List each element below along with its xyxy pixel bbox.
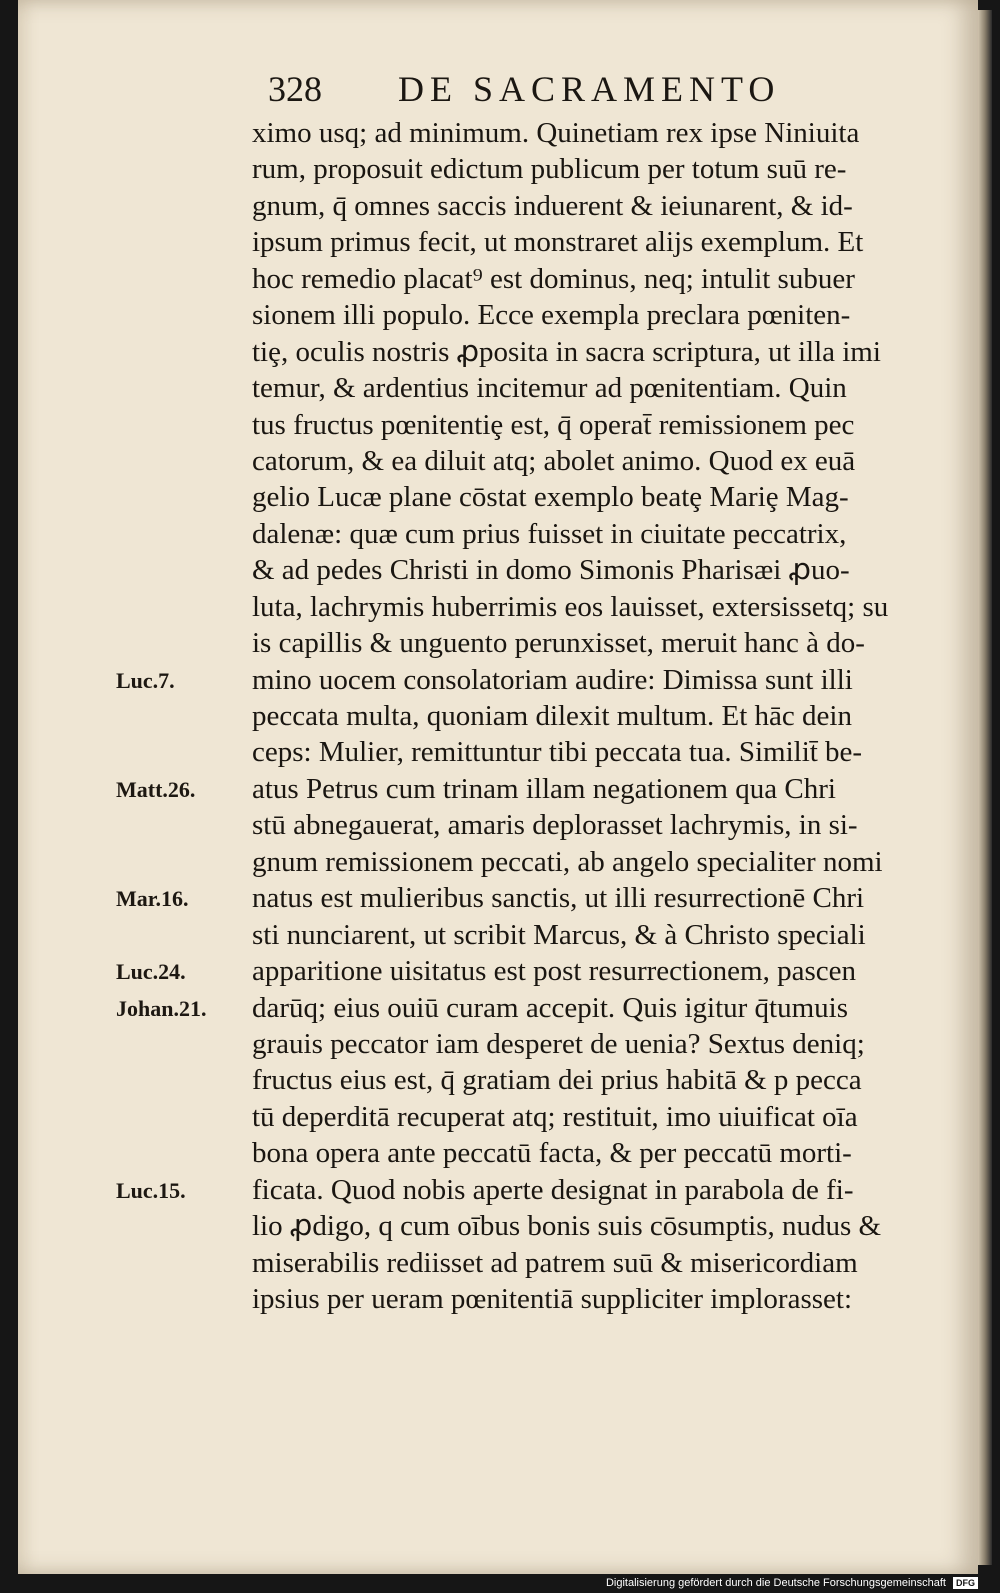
text-line: tū deperditā recuperat atq; restituit, imo uiuificat oīa <box>252 1100 858 1133</box>
text-line: peccata multa, quoniam dilexit multum. Et hāc dein <box>252 700 852 732</box>
text-line: tus fructus pœnitentiȩ est, q̄ operat̄ remissionem pec <box>252 408 855 441</box>
text-line: ipsius per ueram pœnitentiā suppliciter implorasset: <box>252 1283 853 1315</box>
text-line: ceps: Mulier, remittuntur tibi peccata tua. Similit̄ be- <box>252 736 863 769</box>
text-line: luta, lachrymis huberrimis eos lauisset, extersissetq; su <box>252 590 889 623</box>
text-line: bona opera ante peccatū facta, & per peccatū morti- <box>252 1137 852 1170</box>
book-page <box>18 0 978 1574</box>
text-line: tiȩ, oculis nostris ꝓposita in sacra scriptura, ut illa imi <box>252 335 881 368</box>
running-header <box>268 68 868 112</box>
text-line: gnum remissionem peccati, ab angelo specialiter nomi <box>252 845 883 878</box>
margin-note: Luc.24. <box>116 959 186 985</box>
text-line: atus Petrus cum trinam illam negationem qua Chri <box>252 772 836 805</box>
text-line: dalenæ: quæ cum prius fuisset in ciuitate peccatrix, <box>252 517 847 550</box>
page-edge <box>978 10 992 1565</box>
dfg-logo: DFG <box>953 1577 978 1589</box>
margin-note: Mar.16. <box>116 886 189 912</box>
text-line: stū abnegauerat, amaris deplorasset lachrymis, in si- <box>252 809 858 842</box>
text-line: ximo usq; ad minimum. Quinetiam rex ipse Niniuita <box>252 117 860 149</box>
text-line: & ad pedes Christi in domo Simonis Pharisæi ꝓuo- <box>252 554 850 587</box>
text-line: fructus eius est, q̄ gratiam dei prius habitā & p pecca <box>252 1064 862 1097</box>
text-line: temur, & ardentius incitemur ad pœnitentiam. Quin <box>252 372 847 405</box>
digitization-credit <box>606 1575 978 1591</box>
credit-text: Digitalisierung gefördert durch die Deutsche Forschungsgemeinschaft <box>605 1577 946 1589</box>
text-line: grauis peccator iam desperet de uenia? Sextus deniq; <box>252 1027 865 1060</box>
page-number: 328 <box>268 69 322 109</box>
text-line: darūq; eius ouiū curam accepit. Quis igitur q̄tumuis <box>252 991 848 1024</box>
text-line: ipsum primus fecit, ut monstraret alijs exemplum. Et <box>252 226 864 259</box>
text-line: sionem illi populo. Ecce exempla preclara pœniten- <box>252 299 851 332</box>
running-title: DE SACRAMENTO <box>398 69 781 109</box>
body-text <box>252 115 980 1317</box>
text-line: miserabilis rediisset ad patrem suū & misericordiam <box>252 1246 858 1279</box>
text-line: rum, proposuit edictum publicum per totum suū re- <box>252 153 847 186</box>
text-line: catorum, & ea diluit atq; abolet animo. Quod ex euā <box>252 444 856 477</box>
text-line: hoc remedio placat⁹ est dominus, neq; intulit subuer <box>252 262 855 295</box>
text-line: gelio Lucæ plane cōstat exemplo beatȩ Mariȩ Mag- <box>252 481 849 514</box>
text-line: apparitione uisitatus est post resurrectionem, pascen <box>252 955 856 988</box>
margin-note: Luc.7. <box>116 667 175 693</box>
text-line: mino uocem consolatoriam audire: Dimissa sunt illi <box>252 663 853 696</box>
text-line: natus est mulieribus sanctis, ut illi resurrectionē Chri <box>252 882 865 915</box>
margin-note: Luc.15. <box>116 1178 186 1204</box>
margin-note: Matt.26. <box>116 777 196 803</box>
text-line: gnum, q̄ omnes saccis induerent & ieiunarent, & id- <box>252 189 853 222</box>
text-line: ficata. Quod nobis aperte designat in parabola de fi- <box>252 1173 854 1206</box>
text-line: sti nunciarent, ut scribit Marcus, & à Christo speciali <box>252 918 866 951</box>
margin-note: Johan.21. <box>116 995 207 1021</box>
text-line: is capillis & unguento perunxisset, meruit hanc à do- <box>252 627 865 660</box>
text-line: lio ꝓdigo, q cum oībus bonis suis cōsumptis, nudus & <box>252 1210 882 1243</box>
